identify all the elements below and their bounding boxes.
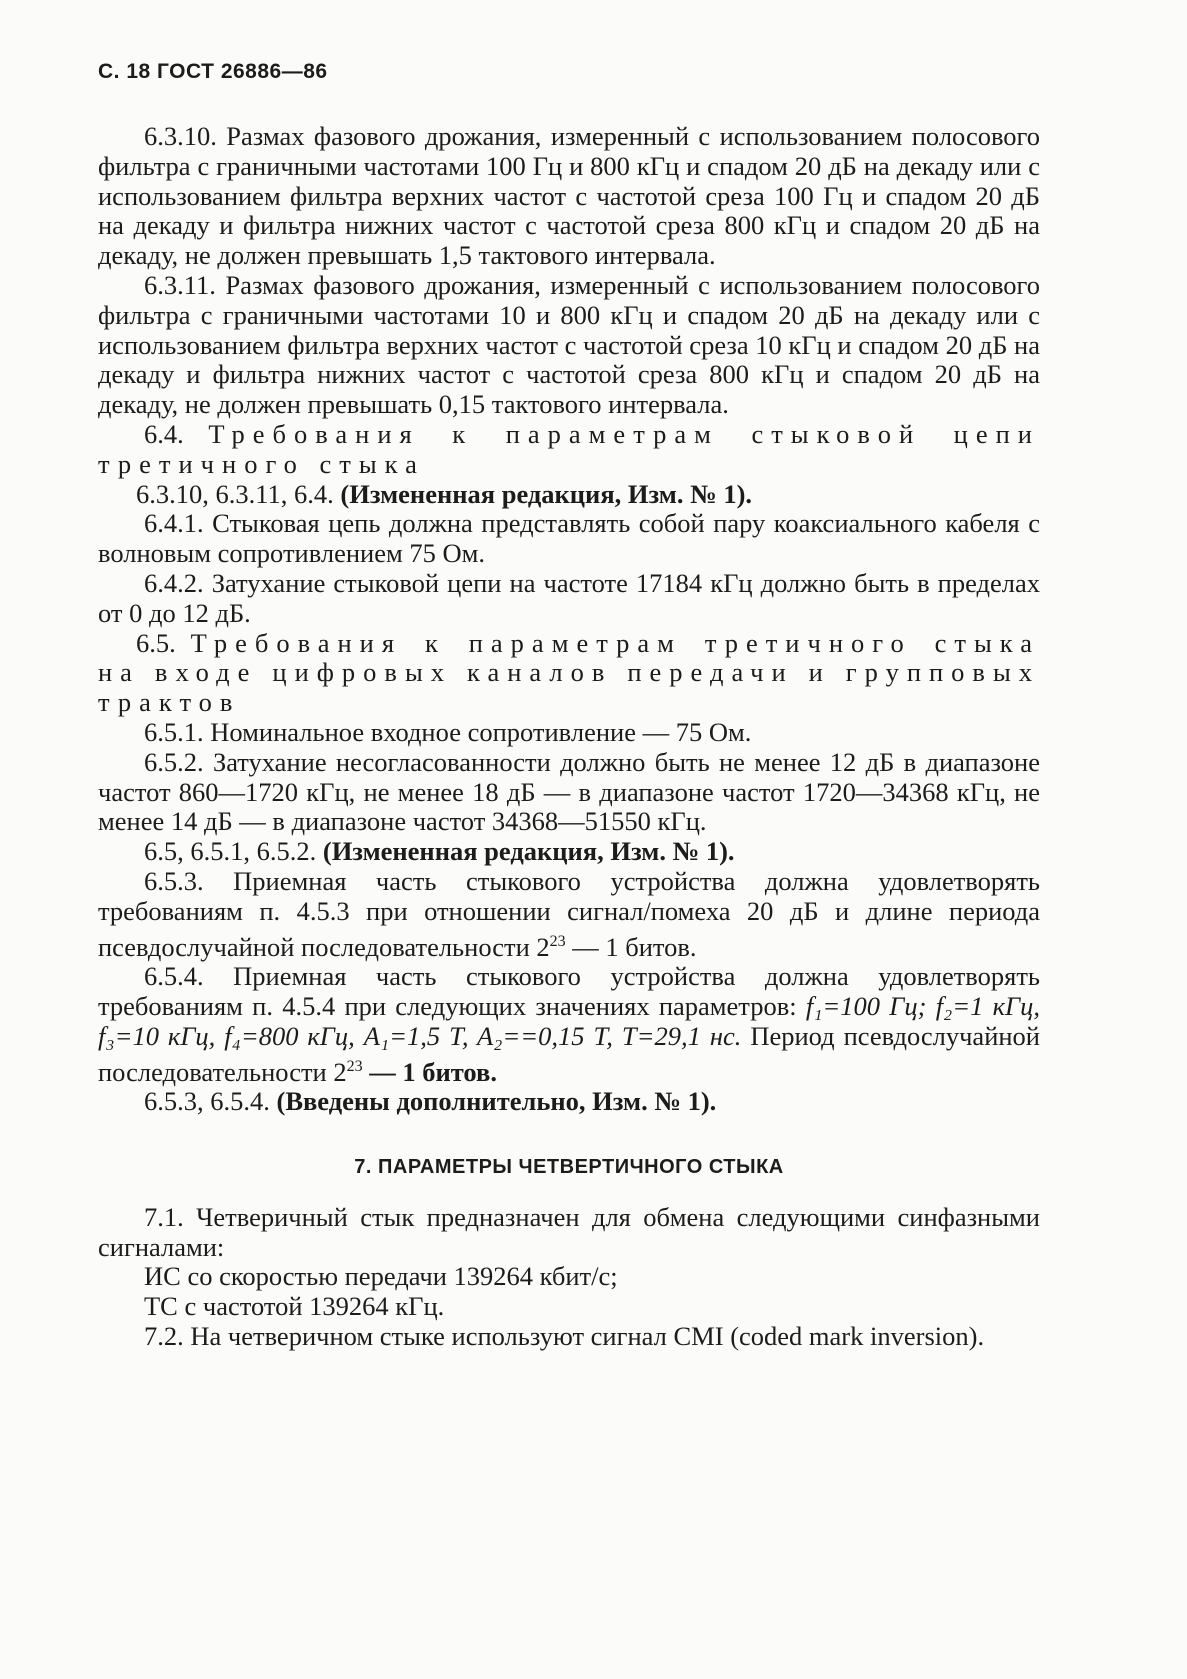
clause-text: Четверичный стык предназначен для обмена следующими синфазными сигналами: xyxy=(98,1201,1040,1262)
clause-text-cont: Период псевдослучайной последовательности xyxy=(98,1020,1040,1087)
clause-number: 6.3.10, 6.3.11, 6.4. xyxy=(136,478,334,509)
clause-6-4-heading xyxy=(98,420,1040,480)
clause-6-5-1 xyxy=(98,718,1040,748)
exponent: 23 xyxy=(549,932,566,950)
clause-heading-text: Требования к параметрам третичного стыка на входе цифровых каналов передачи и групповых трактов xyxy=(98,627,1040,718)
clause-number: 6.5, 6.5.1, 6.5.2. xyxy=(144,836,317,867)
clause-6-5-2 xyxy=(98,748,1040,837)
clause-text-end: — 1 битов. xyxy=(565,931,697,962)
clause-number: 7.1. xyxy=(144,1201,184,1232)
clause-text: Затухание стыковой цепи на частоте 17184 кГц должно быть в пределах от 0 до 12 дБ. xyxy=(98,567,1041,628)
parameter-formula: f₁=100 Гц; f₂=1 кГц, f₃=10 кГц, f₄=800 кГц, A₁=1,5 T, A₂==0,15 T, T=29,1 нс. xyxy=(98,990,1040,1051)
clause-7-1 xyxy=(98,1203,1040,1263)
clause-text: Затухание несогласованности должно быть не менее 12 дБ в диапазоне частот 860—1720 кГц, не менее 18 дБ — в диапазоне частот 1720—34368 кГц, не менее 14 дБ — в диапазоне частот 34368—51550 кГц. xyxy=(98,746,1040,837)
standard-code: ГОСТ 26886—86 xyxy=(157,60,328,83)
document-body xyxy=(98,122,1040,1352)
section-7-title: 7. ПАРАМЕТРЫ ЧЕТВЕРТИЧНОГО СТЫКА xyxy=(354,1155,784,1178)
clause-number: 6.4.1. xyxy=(144,508,204,539)
clause-number: 6.5.3. xyxy=(144,865,204,896)
clause-number: 6.5.1. xyxy=(144,716,204,747)
amendment-text: (Измененная редакция, Изм. № 1). xyxy=(322,836,735,867)
amendment-note-1 xyxy=(98,480,1040,510)
clause-number: 6.4. xyxy=(144,418,184,449)
amendment-note-3 xyxy=(98,1087,1040,1117)
page-number: С. 18 xyxy=(98,60,151,83)
clause-number: 6.4.2. xyxy=(144,567,204,598)
clause-text: Приемная часть стыкового устройства должна удовлетворять требованиям п. 4.5.3 при отношении сигнал/помеха 20 дБ и длине периода псевдослучайной последовательности 2 xyxy=(98,865,1040,962)
clause-text: На четверичном стыке используют сигнал CMI (coded mark inversion). xyxy=(190,1320,985,1351)
signal-line-ts: ТС с частотой 139264 кГц. xyxy=(144,1291,445,1322)
clause-number: 6.3.10. xyxy=(144,121,217,151)
clause-6-5-heading xyxy=(98,629,1040,718)
clause-6-4-1 xyxy=(98,509,1040,569)
clause-6-3-11 xyxy=(98,271,1040,420)
clause-heading-text: Требования к параметрам стыковой цепи третичного стыка xyxy=(98,418,1040,479)
clause-number: 6.5. xyxy=(136,627,176,658)
clause-7-2 xyxy=(98,1322,1040,1352)
amendment-text: (Измененная редакция, Изм. № 1). xyxy=(340,478,753,509)
exponent-base: 2 xyxy=(333,1056,347,1087)
clause-text: Размах фазового дрожания, измеренный с использованием полосового фильтра с граничными частотами 10 и 800 кГц и спадом 20 дБ на декаду или с использованием фильтра верхних частот с частотой среза 10 кГц и спадом 20 дБ на декаду и фильтра нижних частот с частотой среза 800 кГц и спадом 20 дБ на декаду, не должен превышать 0,15 тактового интервала. xyxy=(98,269,1041,420)
clause-text: Приемная часть стыкового устройства должна удовлетворять требованиям п. 4.5.4 при следующих значениях параметров: xyxy=(98,961,1040,1021)
signal-line-is: ИС со скоростью передачи 139264 кбит/с; xyxy=(144,1261,618,1292)
clause-6-5-4 xyxy=(98,962,1040,1087)
clause-number: 6.5.4. xyxy=(144,961,204,992)
clause-text: Размах фазового дрожания, измеренный с использованием полосового фильтра с граничными частотами 100 Гц и 800 кГц и спадом 20 дБ на декаду или с использованием фильтра верхних частот с частотой среза 100 Гц и спадом 20 дБ на декаду и фильтра нижних частот с частотой среза 800 кГц и спадом 20 дБ на декаду, не должен превышать 1,5 тактового интервала. xyxy=(98,121,1041,271)
clause-text: Номинальное входное сопротивление — 75 Ом. xyxy=(210,716,752,747)
clause-6-3-10 xyxy=(98,122,1040,271)
amendment-note-2 xyxy=(98,837,1040,867)
clause-text: Стыковая цепь должна представлять собой пару коаксиального кабеля с волновым сопротивлением 75 Ом. xyxy=(98,508,1040,569)
clause-6-4-2 xyxy=(98,569,1040,629)
amendment-text: (Введены дополнительно, Изм. № 1). xyxy=(276,1086,717,1117)
clause-number: 6.3.11. xyxy=(144,269,216,300)
clause-text-end: — 1 битов. xyxy=(362,1056,497,1087)
clause-number: 6.5.2. xyxy=(144,746,204,777)
clause-number: 7.2. xyxy=(144,1320,184,1351)
page-header xyxy=(98,60,328,84)
exponent: 23 xyxy=(346,1057,363,1075)
clause-number: 6.5.3, 6.5.4. xyxy=(144,1086,270,1117)
clause-6-5-3 xyxy=(98,867,1040,962)
